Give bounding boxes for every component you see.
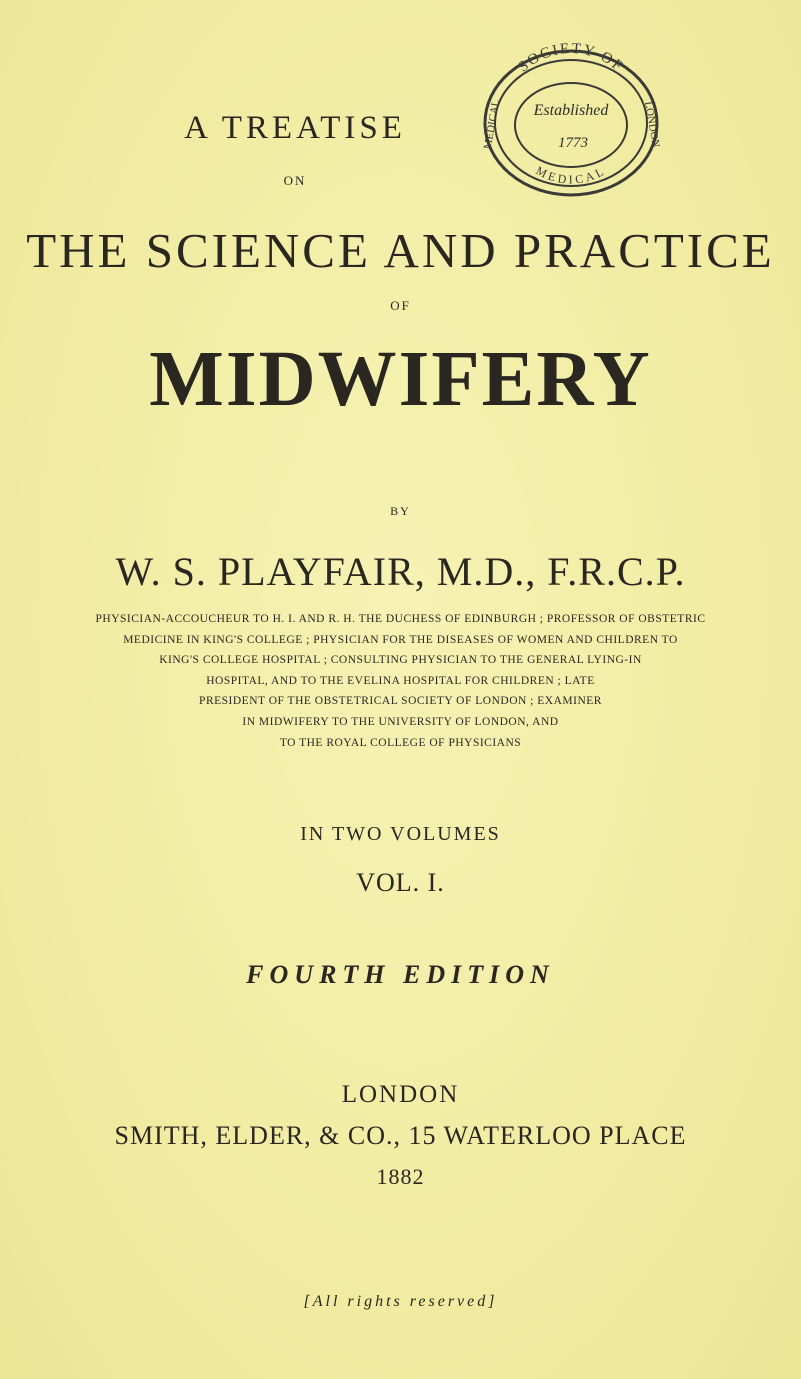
library-stamp: [473, 33, 669, 199]
publication-year: 1882: [376, 1164, 425, 1189]
volumes-note: IN TWO VOLUMES: [300, 823, 501, 845]
treatise-heading: A TREATISE: [184, 110, 406, 146]
on-label: ON: [283, 173, 307, 188]
subject-title: MIDWIFERY: [149, 336, 652, 423]
stamp-ring-right-text: LONDON: [642, 100, 662, 149]
edition-label: FOURTH EDITION: [246, 960, 555, 989]
author-name: W. S. PLAYFAIR, M.D., F.R.C.P.: [115, 549, 686, 594]
stamp-year-text: 1773: [558, 135, 588, 151]
publication-city: LONDON: [341, 1081, 460, 1108]
credentials-line: PRESIDENT OF THE OBSTETRICAL SOCIETY OF LONDON ; EXAMINER: [199, 695, 602, 708]
of-label: OF: [390, 298, 411, 313]
stamp-established-text: Established: [533, 102, 609, 119]
credentials-line: KING'S COLLEGE HOSPITAL ; CONSULTING PHYSICIAN TO THE GENERAL LYING-IN: [159, 654, 642, 667]
volume-number: VOL. I.: [356, 868, 445, 897]
credentials-line: TO THE ROYAL COLLEGE OF PHYSICIANS: [279, 736, 522, 749]
stamp-ring-top-text: SOCIETY OF: [515, 40, 627, 76]
author-credentials: [0, 609, 801, 753]
credentials-line: HOSPITAL, AND TO THE EVELINA HOSPITAL FOR CHILDREN ; LATE: [206, 674, 595, 687]
credentials-line: MEDICINE IN KING'S COLLEGE ; PHYSICIAN FOR THE DISEASES OF WOMEN AND CHILDREN TO: [123, 633, 678, 646]
publisher-line: SMITH, ELDER, & CO., 15 WATERLOO PLACE: [114, 1121, 687, 1150]
credentials-line: PHYSICIAN-ACCOUCHEUR TO H. I. AND R. H. THE DUCHESS OF EDINBURGH ; PROFESSOR OF OBSTETRIC: [95, 613, 706, 625]
credentials-line: IN MIDWIFERY TO THE UNIVERSITY OF LONDON, AND: [242, 715, 559, 728]
rights-notice: [All rights reserved]: [303, 1293, 498, 1310]
by-label: BY: [390, 504, 411, 518]
stamp-ring-bottom-text: MEDICAL: [533, 163, 609, 187]
main-title: THE SCIENCE AND PRACTICE: [26, 223, 775, 278]
stamp-inner-ring: [515, 83, 627, 167]
stamp-ring-left-text: MEDICAL: [481, 98, 503, 151]
svg-text:SOCIETY OF: [515, 41, 626, 76]
